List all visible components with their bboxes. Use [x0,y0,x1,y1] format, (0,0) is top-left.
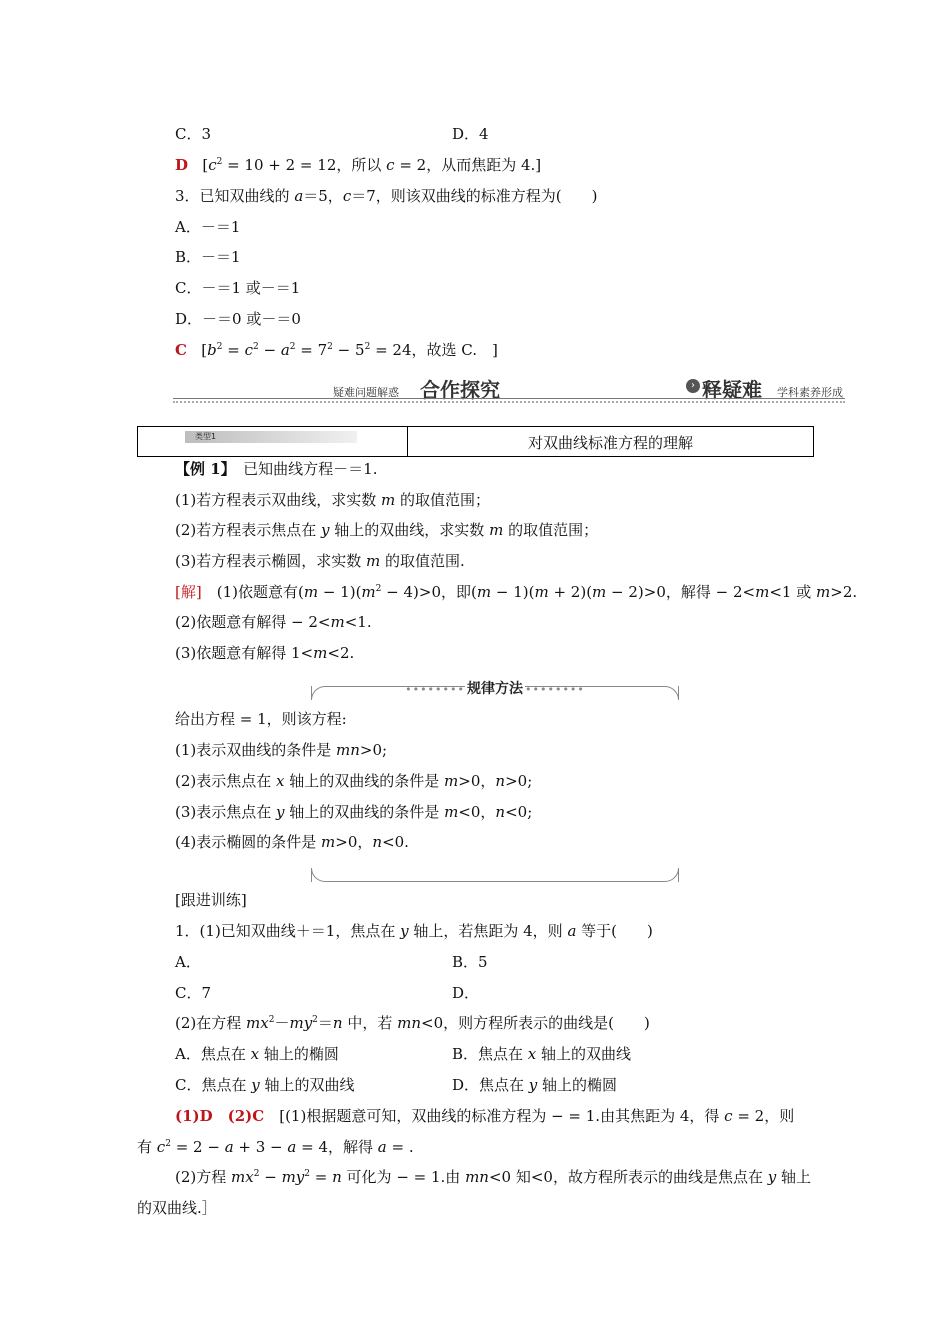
training-q2: (2)在方程 $mx^2-my^2=n$ 中，若 mn<0，则方程所表示的曲线是( ) [175,1014,650,1032]
example-part-3: (3)若方程表示椭圆，求实数 m 的取值范围. [175,552,465,570]
training-q2-option-b: B．焦点在 x 轴上的双曲线 [452,1045,632,1063]
type-tag: 类型1 [185,431,357,443]
section-banner [173,372,845,406]
question-3: 3．已知双曲线的 a＝5，c＝7，则该双曲线的标准方程为( ) [175,187,598,205]
banner-title-right: 释疑难 [702,378,762,402]
q3-option-d: D．－＝0 或－＝0 [175,310,301,328]
training-q1-option-b: B．5 [452,953,488,971]
method-item-4: (4)表示椭圆的条件是 m>0，n<0. [175,833,409,851]
training-answer-line-1: (1)D (2)C [(1)根据题意可知，双曲线的标准方程为 − = 1.由其焦距为 4，得 c = 2，则 [175,1107,795,1125]
q3-option-b: B．－＝1 [175,248,241,266]
training-q1-option-c: C．7 [175,984,212,1002]
banner-left-caption: 疑难问题解惑 [333,386,399,399]
example-part-2: (2)若方程表示焦点在 y 轴上的双曲线，求实数 m 的取值范围； [175,521,599,539]
training-answer-line-3: (2)方程 $mx^2 - my^2 = n$ 可化为 − = 1.由 mn<0 知<0，故方程所表示的曲线是焦点在 y 轴上 [175,1168,811,1186]
method-item-3: (3)表示焦点在 y 轴上的双曲线的条件是 m<0，n<0; [175,803,533,821]
option-c: C．3 [175,125,212,143]
answer-letter: (1)D (2)C [175,1107,265,1125]
option-d: D．4 [452,125,489,143]
method-title: •••••••• 规律方法 •••••••• [405,681,585,697]
training-answer-line-4: 的双曲线.］ [137,1199,217,1217]
training-q2-option-d: D．焦点在 y 轴上的椭圆 [452,1076,618,1094]
training-q1-option-a: A． [175,953,201,971]
example-label: 【例 1】 [175,460,229,478]
solution-label: [解] [175,583,202,601]
solution-line-1: [解] (1)依题意有$(m - 1)(m^2 - 4)>0$，即(m − 1)(m + 2)(m − 2)>0，解得 − 2<m<1 或 m>2. [175,583,858,601]
solution-line-2: (2)依题意有解得 − 2<m<1. [175,613,372,631]
method-intro: 给出方程 = 1，则该方程: [175,710,347,728]
type-table [137,426,814,457]
example-stem: 【例 1】 已知曲线方程－＝1. [175,460,378,478]
training-q1: 1．(1)已知双曲线＋＝1，焦点在 y 轴上，若焦距为 4，则 a 等于( ) [175,922,653,940]
arrow-icon: › [686,379,700,393]
divider [173,398,845,399]
training-header: [跟进训练] [175,891,247,909]
type-title: 对双曲线标准方程的理解 [527,434,693,452]
q3-answer: C [$b^2 = c^2 - a^2 = 7^2 - 5^2 = 24$，故选 C. ] [175,341,498,359]
banner-title-left: 合作探究 [420,378,500,402]
answer-letter: D [175,156,189,174]
training-answer-line-2: 有 $c^2 = 2 - a + 3 - a = 4$，解得 a = . [137,1138,414,1156]
training-q1-option-d: D． [452,984,480,1002]
method-item-1: (1)表示双曲线的条件是 mn>0; [175,741,388,759]
q3-option-c: C．－＝1 或－＝1 [175,279,301,297]
training-q2-option-c: C．焦点在 y 轴上的双曲线 [175,1076,355,1094]
method-item-2: (2)表示焦点在 x 轴上的双曲线的条件是 m>0，n>0; [175,772,533,790]
solution-line-3: (3)依题意有解得 1<m<2. [175,644,355,662]
q3-option-a: A．－＝1 [175,218,241,236]
answer-letter: C [175,341,187,359]
training-q2-option-a: A．焦点在 x 轴上的椭圆 [175,1045,339,1063]
divider [173,401,845,403]
answer-line: D [$c^2 = 10 + 2 = 12$，所以 c = 2，从而焦距为 4.] [175,156,542,174]
example-part-1: (1)若方程表示双曲线，求实数 m 的取值范围； [175,491,491,509]
banner-right-caption: 学科素养形成 [777,386,843,399]
